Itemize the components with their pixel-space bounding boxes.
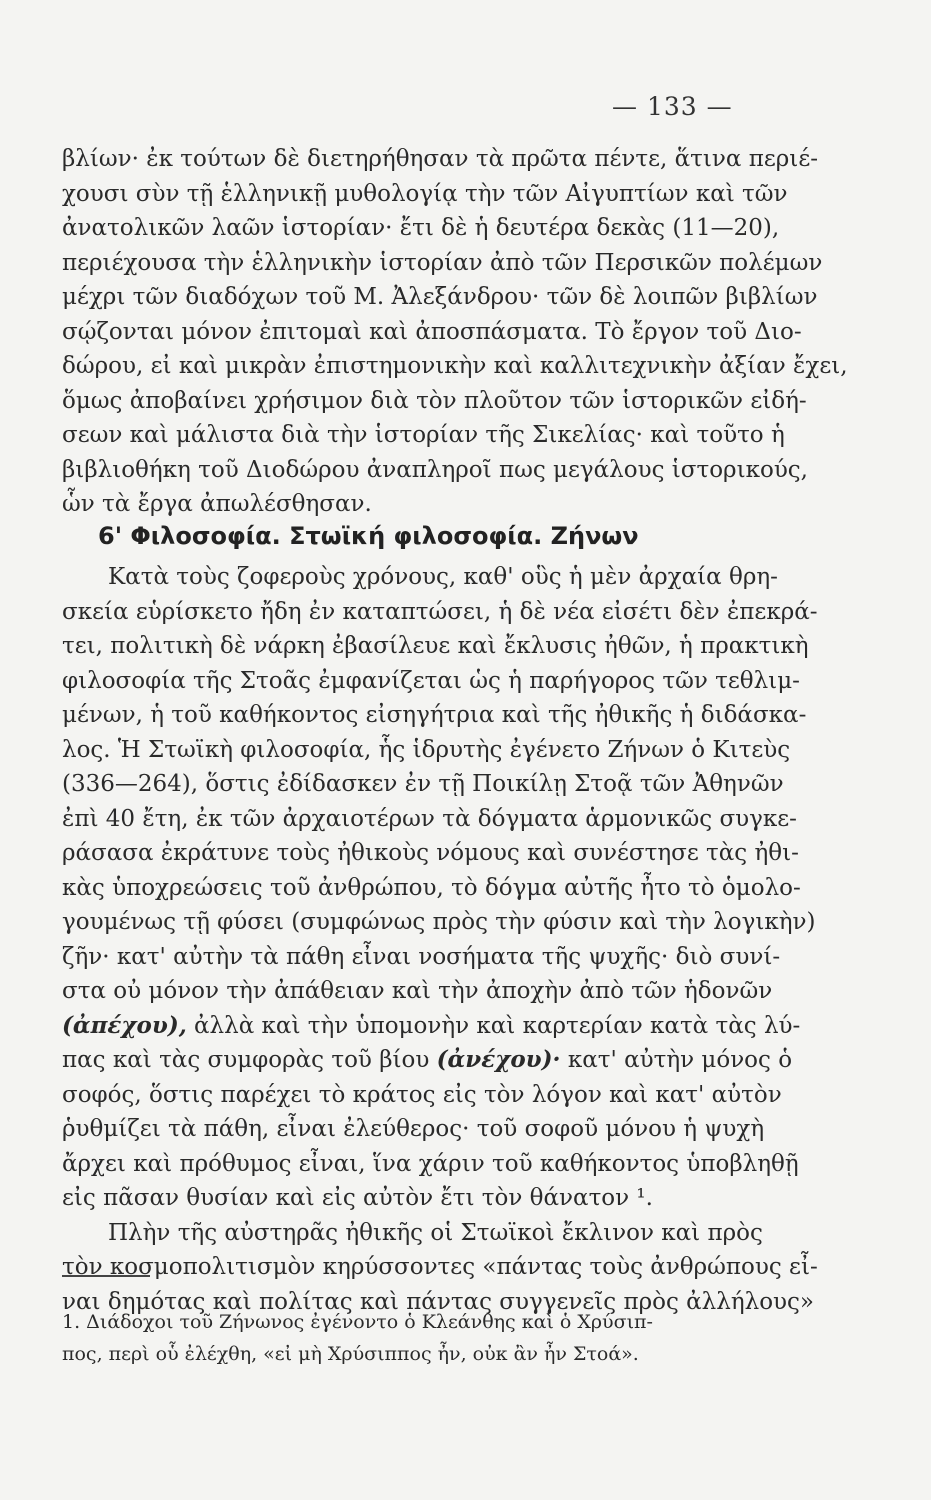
- text-line: τὸν κοσμοπολιτισμὸν κηρύσσοντες «πάντας τοὺς ἀνθρώπους εἶ-: [62, 1254, 818, 1280]
- text-line: σοφός, ὅστις παρέχει τὸ κράτος εἰς τὸν λόγον καὶ κατ' αὐτὸν: [62, 1081, 782, 1108]
- text-line: (336—264), ὅστις ἐδίδασκεν ἐν τῇ Ποικίλῃ Στοᾷ τῶν Ἀθηνῶν: [62, 771, 784, 797]
- text-line: εἰς πᾶσαν θυσίαν καὶ εἰς αὐτὸν ἔτι τὸν θάνατον ¹.: [62, 1185, 653, 1211]
- text-line: σῴζονται μόνον ἐπιτομαὶ καὶ ἀποσπάσματα. Τὸ ἔργον τοῦ Διο-: [62, 318, 802, 345]
- text-line: σκεία εὑρίσκετο ἤδη ἐν καταπτώσει, ἡ δὲ νέα εἰσέτι δὲν ἐπεκρά-: [62, 598, 818, 625]
- text-line: μέχρι τῶν διαδόχων τοῦ Μ. Ἀλεξάνδρου· τῶν δὲ λοιπῶν βιβλίων: [62, 284, 818, 310]
- text-line: βλίων· ἐκ τούτων δὲ διετηρήθησαν τὰ πρῶτα πέντε, ἅτινα περιέ-: [62, 146, 819, 172]
- footnote-line: πος, περὶ οὗ ἐλέχθη, «εἰ μὴ Χρύσιππος ἦν, οὐκ ἂν ἦν Στοά».: [62, 1343, 639, 1365]
- footnote-line: 1. Διάδοχοι τοῦ Ζήνωνος ἐγένοντο ὁ Κλεάνθης καὶ ὁ Χρύσιπ-: [62, 1311, 653, 1333]
- text-line: κὰς ὑποχρεώσεις τοῦ ἀνθρώπου, τὸ δόγμα αὐτῆς ἦτο τὸ ὁμολο-: [62, 874, 801, 901]
- text-line: λος. Ἡ Στωϊκὴ φιλοσοφία, ἧς ἱδρυτὴς ἐγένετο Ζήνων ὁ Κιτεὺς: [62, 736, 791, 763]
- text-line: Πλὴν τῆς αὐστηρᾶς ἠθικῆς οἱ Στωϊκοὶ ἔκλινον καὶ πρὸς: [108, 1219, 763, 1246]
- text-line: ὧν τὰ ἔργα ἀπωλέσθησαν.: [62, 491, 372, 517]
- text-line: στα οὐ μόνον τὴν ἀπάθειαν καὶ τὴν ἀποχὴν ἀπὸ τῶν ἡδονῶν: [62, 978, 773, 1004]
- text-fragment: ἀλλὰ καὶ τὴν ὑπομονὴν καὶ καρτερίαν κατὰ τὰς λύ-: [186, 1012, 801, 1039]
- text-line: βιβλιοθήκη τοῦ Διοδώρου ἀναπληροῖ πως μεγάλους ἱστορικούς,: [62, 456, 808, 483]
- text-line: δώρου, εἰ καὶ μικρὰν ἐπιστημονικὴν καὶ καλλιτεχνικὴν ἀξίαν ἔχει,: [62, 353, 848, 379]
- intro-paragraph: [62, 142, 904, 522]
- text-line: Κατὰ τοὺς ζοφεροὺς χρόνους, καθ' οὓς ἡ μὲν ἀρχαία θρη-: [108, 564, 778, 590]
- text-line: ἀνατολικῶν λαῶν ἱστορίαν· ἔτι δὲ ἡ δευτέρα δεκὰς (11—20),: [62, 215, 780, 241]
- footnote: [62, 1306, 904, 1370]
- section-heading: 6' Φιλοσοφία. Στωϊκή φιλοσοφία. Ζήνων: [98, 522, 639, 550]
- text-line: τει, πολιτικὴ δὲ νάρκη ἐβασίλευε καὶ ἔκλυσις ἠθῶν, ἡ πρακτικὴ: [62, 633, 809, 659]
- text-fragment: πας καὶ τὰς συμφορὰς τοῦ βίου: [62, 1047, 437, 1073]
- text-line: ζῆν· κατ' αὐτὴν τὰ πάθη εἶναι νοσήματα τῆς ψυχῆς· διὸ συνί-: [62, 943, 781, 970]
- text-line: [62, 1009, 904, 1044]
- text-line: ῥυθμίζει τὰ πάθη, εἶναι ἐλεύθερος· τοῦ σοφοῦ μόνου ἡ ψυχὴ: [62, 1116, 765, 1142]
- text-line: ράσασα ἐκράτυνε τοὺς ἠθικοὺς νόμους καὶ συνέστησε τὰς ἠθι-: [62, 840, 799, 866]
- footnote-divider: [62, 1275, 150, 1277]
- text-line: χουσι σὺν τῇ ἑλληνικῇ μυθολογίᾳ τὴν τῶν Αἰγυπτίων καὶ τῶν: [62, 180, 788, 207]
- text-line: ὅμως ἀποβαίνει χρήσιμον διὰ τὸν πλοῦτον τῶν ἱστορικῶν εἰδή-: [62, 387, 807, 414]
- text-line: σεων καὶ μάλιστα διὰ τὴν ἱστορίαν τῆς Σικελίας· καὶ τοῦτο ἡ: [62, 422, 785, 448]
- text-line: γουμένως τῇ φύσει (συμφώνως πρὸς τὴν φύσιν καὶ τὴν λογικὴν): [62, 909, 816, 935]
- text-line: ἐπὶ 40 ἔτη, ἐκ τῶν ἀρχαιοτέρων τὰ δόγματα ἁρμονικῶς συγκε-: [62, 805, 797, 832]
- emphasized-term: (ἀπέχου),: [62, 1011, 187, 1039]
- text-line: φιλοσοφία τῆς Στοᾶς ἐμφανίζεται ὡς ἡ παρήγορος τῶν τεθλιμ-: [62, 667, 800, 694]
- text-fragment: κατ' αὐτὴν μόνος ὁ: [560, 1047, 793, 1073]
- text-line: [62, 1043, 904, 1078]
- text-line: ἄρχει καὶ πρόθυμος εἶναι, ἵνα χάριν τοῦ καθήκοντος ὑποβληθῇ: [62, 1150, 799, 1177]
- page-number: — 133 —: [612, 92, 733, 121]
- emphasized-term: (ἀνέχου)·: [436, 1046, 561, 1073]
- text-line: μένων, ἡ τοῦ καθήκοντος εἰσηγήτρια καὶ τῆς ἠθικῆς ἡ διδάσκα-: [62, 702, 807, 728]
- text-line: περιέχουσα τὴν ἑλληνικὴν ἱστορίαν ἀπὸ τῶν Περσικῶν πολέμων: [62, 249, 823, 276]
- body-paragraph: [62, 560, 904, 1319]
- text-line: ναι δημότας καὶ πολίτας καὶ πάντας συγγενεῖς πρὸς ἀλλήλους»: [62, 1288, 814, 1315]
